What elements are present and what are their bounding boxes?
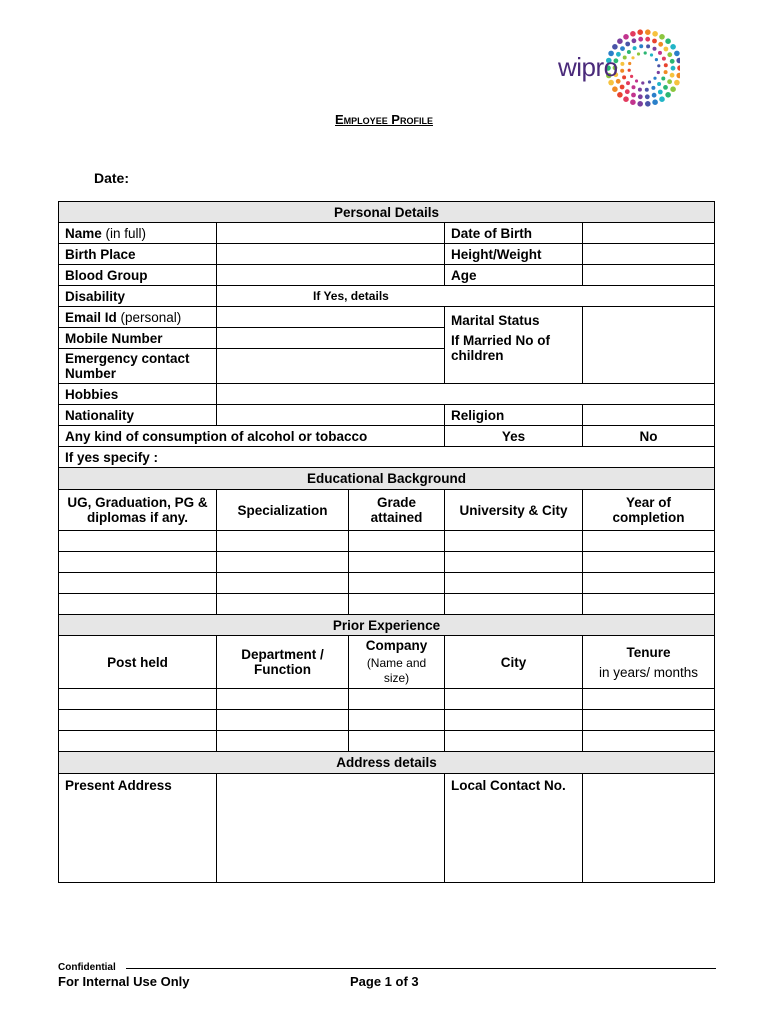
logo-dot	[637, 52, 640, 55]
logo-dot	[635, 79, 638, 82]
height-weight-field[interactable]	[583, 244, 715, 265]
logo-dot	[676, 73, 680, 79]
exp-col-tenure: Tenure in years/ months	[583, 636, 715, 689]
confidential-label: Confidential	[58, 962, 116, 973]
education-row	[59, 552, 715, 573]
logo-dot	[646, 44, 650, 48]
logo-dot	[657, 64, 660, 67]
date-label: Date:	[94, 170, 130, 186]
edu-col-qualification: UG, Graduation, PG & diplomas if any.	[59, 490, 217, 531]
exp-col-post: Post held	[59, 636, 217, 689]
logo-dot	[641, 81, 644, 84]
emergency-contact-label: Emergency contact Number	[59, 349, 217, 384]
local-contact-label: Local Contact No.	[445, 774, 583, 883]
logo-dot	[617, 92, 623, 98]
logo-dot	[667, 79, 672, 84]
mobile-field[interactable]	[217, 328, 445, 349]
emergency-contact-field[interactable]	[217, 349, 445, 384]
employee-profile-form	[58, 201, 715, 883]
logo-dot	[645, 88, 649, 92]
logo-dot	[633, 46, 637, 50]
logo-dot	[620, 62, 624, 66]
logo-dot	[674, 51, 680, 57]
exp-col-department: Department / Function	[217, 636, 349, 689]
logo-dot	[631, 93, 636, 98]
birth-place-field[interactable]	[217, 244, 445, 265]
logo-dot	[664, 70, 668, 74]
logo-dot	[664, 47, 669, 52]
age-field[interactable]	[583, 265, 715, 286]
hobbies-label: Hobbies	[59, 384, 217, 405]
logo-dot	[637, 101, 643, 107]
logo-dot	[622, 75, 626, 79]
logo-dot	[627, 50, 631, 54]
name-label: Name (in full)	[59, 223, 217, 244]
local-contact-field[interactable]	[583, 774, 715, 883]
logo-dot	[623, 56, 627, 60]
logo-dot	[630, 31, 636, 37]
logo-dot	[626, 81, 630, 85]
religion-field[interactable]	[583, 405, 715, 426]
logo-dot	[623, 34, 629, 40]
age-label: Age	[445, 265, 583, 286]
logo-dot	[639, 44, 643, 48]
marital-status-label: Marital Status If Married No of children	[445, 307, 583, 384]
experience-row	[59, 731, 715, 752]
logo-dot	[638, 94, 643, 99]
logo-dot	[637, 29, 643, 35]
nationality-label: Nationality	[59, 405, 217, 426]
logo-dot	[630, 99, 636, 105]
if-yes-specify-field[interactable]	[59, 447, 715, 468]
logo-dot	[670, 59, 675, 64]
logo-dot	[655, 58, 658, 61]
logo-dot	[632, 85, 636, 89]
logo-dot	[612, 44, 618, 50]
if-yes-specify-label: If yes specify :	[65, 449, 159, 465]
logo-dot	[657, 71, 660, 74]
logo-dot	[628, 62, 631, 65]
logo-dot	[658, 42, 663, 47]
alcohol-no-option[interactable]: No	[583, 426, 715, 447]
edu-col-university: University & City	[445, 490, 583, 531]
dob-field[interactable]	[583, 223, 715, 244]
logo-dot	[638, 88, 642, 92]
logo-dot	[617, 38, 623, 44]
logo-dot	[653, 47, 657, 51]
logo-dot	[645, 94, 650, 99]
logo-dot	[662, 57, 666, 61]
edu-col-year: Year of completion	[583, 490, 715, 531]
experience-heading: Prior Experience	[59, 615, 715, 636]
marital-status-field[interactable]	[583, 307, 715, 384]
logo-dot	[658, 90, 663, 95]
logo-dot	[645, 29, 651, 35]
birth-place-label: Birth Place	[59, 244, 217, 265]
logo-dot	[620, 85, 625, 90]
logo-dot	[667, 52, 672, 57]
email-field[interactable]	[217, 307, 445, 328]
logo-dot	[620, 69, 624, 73]
logo-dot	[625, 89, 630, 94]
exp-col-city: City	[445, 636, 583, 689]
logo-dot	[625, 42, 630, 47]
logo-dot	[665, 92, 671, 98]
height-weight-label: Height/Weight	[445, 244, 583, 265]
logo-dot	[677, 65, 680, 71]
hobbies-field[interactable]	[217, 384, 715, 405]
logo-dot	[665, 38, 671, 44]
logo-dot	[659, 96, 665, 102]
logo-dot	[638, 37, 643, 42]
alcohol-tobacco-label: Any kind of consumption of alcohol or tobacco	[59, 426, 445, 447]
logo-dot	[612, 86, 618, 92]
blood-group-label: Blood Group	[59, 265, 217, 286]
page-number: Page 1 of 3	[350, 974, 419, 989]
experience-row	[59, 689, 715, 710]
exp-col-company: Company (Name and size)	[349, 636, 445, 689]
name-field[interactable]	[217, 223, 445, 244]
logo-dot	[671, 66, 676, 71]
if-yes-details-label: If Yes, details	[313, 288, 389, 303]
logo-dot	[644, 51, 647, 54]
blood-group-field[interactable]	[217, 265, 445, 286]
logo-dot	[664, 63, 668, 67]
education-row	[59, 594, 715, 615]
logo-dot	[632, 38, 637, 43]
logo-dot	[630, 75, 633, 78]
religion-label: Religion	[445, 405, 583, 426]
experience-row	[59, 710, 715, 731]
edu-col-grade: Grade attained	[349, 490, 445, 531]
logo-dot	[652, 93, 657, 98]
email-label: Email Id (personal)	[59, 307, 217, 328]
mobile-label: Mobile Number	[59, 328, 217, 349]
logo-dot	[650, 53, 653, 56]
logo-dot	[652, 31, 658, 37]
logo-dot	[670, 44, 676, 50]
logo-dot	[648, 80, 651, 83]
logo-dot	[620, 46, 625, 51]
education-heading: Educational Background	[59, 468, 715, 490]
present-address-field[interactable]	[217, 774, 445, 883]
logo-dot	[645, 101, 651, 107]
logo-dot	[652, 99, 658, 105]
disability-label: Disability	[59, 286, 217, 307]
logo-wordmark: wipro	[558, 52, 618, 82]
internal-use-label: For Internal Use Only	[58, 974, 190, 989]
footer-divider	[126, 968, 716, 969]
logo-dot	[631, 56, 634, 59]
logo-dot	[645, 37, 650, 42]
present-address-label: Present Address	[59, 774, 217, 883]
dob-label: Date of Birth	[445, 223, 583, 244]
logo-dot	[652, 39, 657, 44]
logo-dot	[670, 73, 675, 78]
logo-dot	[670, 86, 676, 92]
education-row	[59, 531, 715, 552]
logo-dot	[661, 77, 665, 81]
logo-dot	[653, 77, 656, 80]
logo-dot	[657, 82, 661, 86]
logo-dot	[658, 51, 662, 55]
alcohol-yes-option[interactable]: Yes	[445, 426, 583, 447]
document-title: Employee Profile	[335, 112, 433, 127]
logo-dot	[663, 85, 668, 90]
logo-dot	[676, 58, 680, 64]
address-heading: Address details	[59, 752, 715, 774]
logo-dot	[659, 34, 665, 40]
logo-dot	[623, 96, 629, 102]
logo-dot	[651, 86, 655, 90]
logo-dot	[628, 69, 631, 72]
nationality-field[interactable]	[217, 405, 445, 426]
education-row	[59, 573, 715, 594]
edu-col-specialization: Specialization	[217, 490, 349, 531]
personal-details-heading: Personal Details	[59, 202, 715, 223]
logo-dot	[674, 80, 680, 86]
disability-details-field[interactable]	[217, 286, 715, 307]
